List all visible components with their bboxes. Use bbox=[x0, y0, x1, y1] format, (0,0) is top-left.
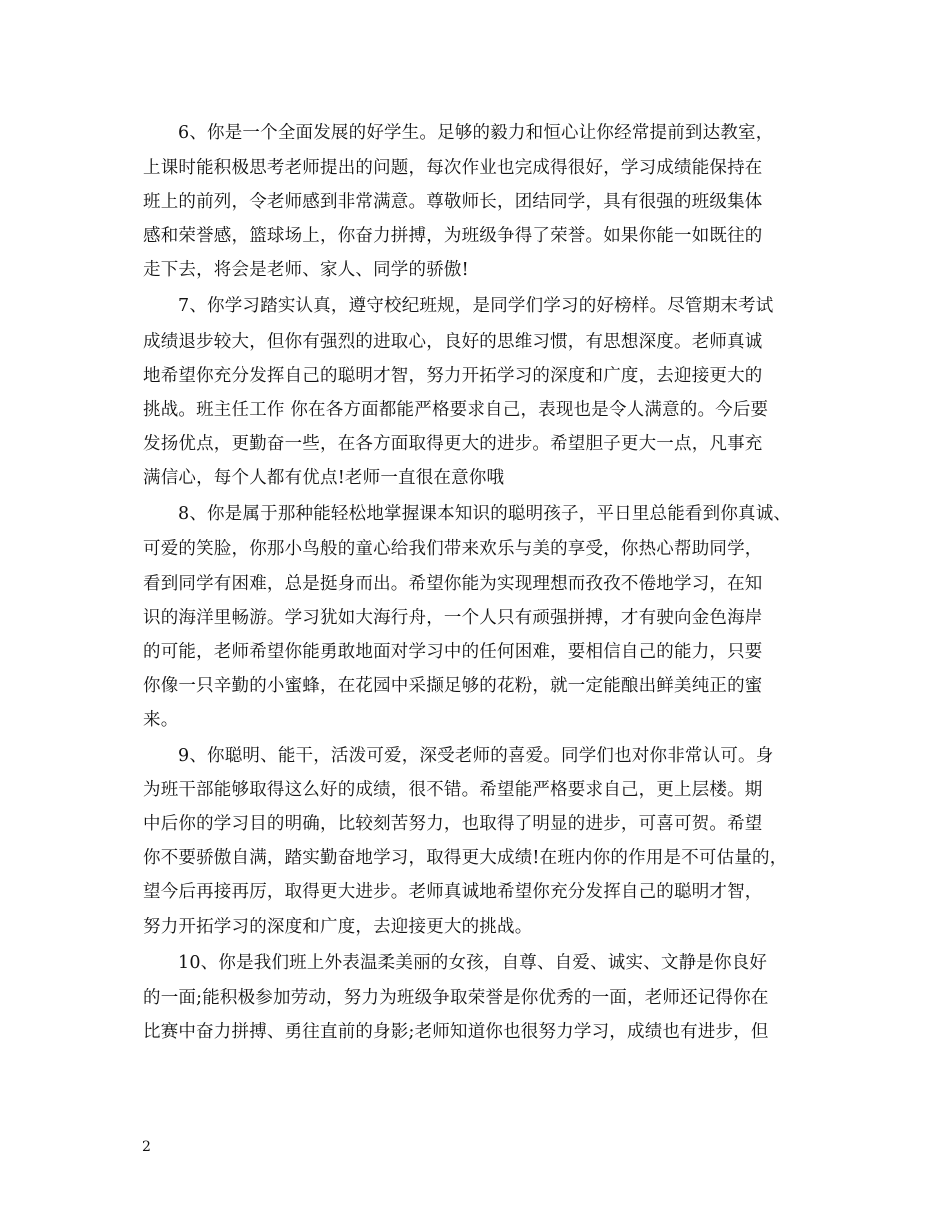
paragraph-8-line-4: 识的海洋里畅游。学习犹如大海行舟，一个人只有顽强拼搏，才有驶向金色海岸 bbox=[143, 608, 763, 628]
paragraph-9-line-2: 为班干部能够取得这么好的成绩，很不错。希望能严格要求自己，更上层楼。期 bbox=[143, 780, 763, 800]
paragraph-10-line-3: 比赛中奋力拼搏、勇往直前的身影;老师知道你也很努力学习，成绩也有进步，但 bbox=[143, 1022, 769, 1042]
paragraph-8-line-2: 可爱的笑脸，你那小鸟般的童心给我们带来欢乐与美的享受，你热心帮助同学， bbox=[143, 539, 763, 559]
paragraph-8-line-1: 8、你是属于那种能轻松地掌握课本知识的聪明孩子，平日里总能看到你真诚、 bbox=[178, 504, 792, 524]
paragraph-7-line-3: 地希望你充分发挥自己的聪明才智，努力开拓学习的深度和广度，去迎接更大的 bbox=[143, 366, 763, 386]
paragraph-10-line-2: 的一面;能积极参加劳动，努力为班级争取荣誉是你优秀的一面，老师还记得你在 bbox=[143, 988, 769, 1008]
paragraph-8-line-6: 你像一只辛勤的小蜜蜂，在花园中采撷足够的花粉，就一定能酿出鲜美纯正的蜜 bbox=[143, 676, 763, 696]
paragraph-6-line-3: 班上的前列，令老师感到非常满意。尊敬师长，团结同学，具有很强的班级集体 bbox=[143, 192, 763, 212]
paragraph-9-line-3: 中后你的学习目的明确，比较刻苦努力，也取得了明显的进步，可喜可贺。希望 bbox=[143, 814, 763, 834]
paragraph-6-line-1: 6、你是一个全面发展的好学生。足够的毅力和恒心让你经常提前到达教室， bbox=[178, 123, 774, 143]
paragraph-6-line-2: 上课时能积极思考老师提出的问题，每次作业也完成得很好，学习成绩能保持在 bbox=[143, 158, 763, 178]
paragraph-9-line-6: 努力开拓学习的深度和广度，去迎接更大的挑战。 bbox=[143, 917, 533, 937]
paragraph-7-line-4: 挑战。班主任工作 你在各方面都能严格要求自己，表现也是令人满意的。今后要 bbox=[143, 400, 769, 420]
paragraph-9-line-1: 9、你聪明、能干，活泼可爱，深受老师的喜爱。同学们也对你非常认可。身 bbox=[178, 746, 774, 766]
paragraph-9-line-4: 你不要骄傲自满，踏实勤奋地学习，取得更大成绩!在班内你的作用是不可估量的， bbox=[143, 848, 788, 868]
paragraph-9-line-5: 望今后再接再厉，取得更大进步。老师真诚地希望你充分发挥自己的聪明才智， bbox=[143, 882, 763, 902]
page-number: 2 bbox=[142, 1139, 151, 1155]
paragraph-8-line-3: 看到同学有困难，总是挺身而出。希望你能为实现理想而孜孜不倦地学习，在知 bbox=[143, 574, 763, 594]
paragraph-8-line-7: 来。 bbox=[143, 710, 179, 730]
paragraph-8-line-5: 的可能，老师希望你能勇敢地面对学习中的任何困难，要相信自己的能力，只要 bbox=[143, 642, 763, 662]
paragraph-7-line-2: 成绩退步较大，但你有强烈的进取心，良好的思维习惯，有思想深度。老师真诚 bbox=[143, 332, 763, 352]
paragraph-6-line-5: 走下去，将会是老师、家人、同学的骄傲! bbox=[143, 260, 469, 280]
paragraph-10-line-1: 10、你是我们班上外表温柔美丽的女孩，自尊、自爱、诚实、文静是你良好 bbox=[178, 953, 768, 973]
paragraph-7-line-5: 发扬优点，更勤奋一些，在各方面取得更大的进步。希望胆子更大一点，凡事充 bbox=[143, 434, 763, 454]
paragraph-7-line-1: 7、你学习踏实认真，遵守校纪班规，是同学们学习的好榜样。尽管期末考试 bbox=[178, 296, 774, 316]
paragraph-7-line-6: 满信心，每个人都有优点!老师一直很在意你哦 bbox=[143, 468, 505, 488]
paragraph-6-line-4: 感和荣誉感，篮球场上，你奋力拼搏，为班级争得了荣誉。如果你能一如既往的 bbox=[143, 226, 763, 246]
